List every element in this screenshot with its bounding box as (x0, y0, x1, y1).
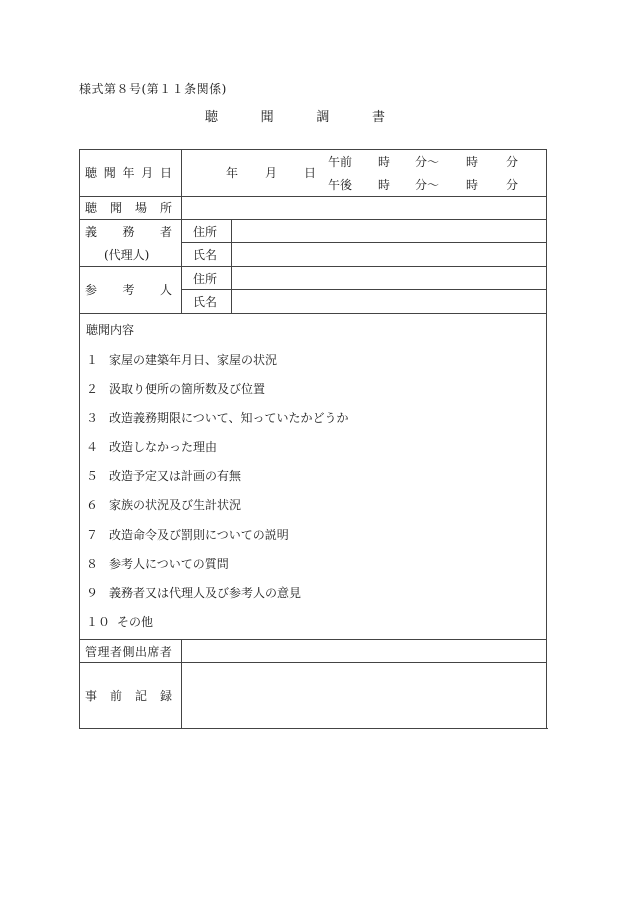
contents-item-num: ４ (86, 440, 99, 454)
contents-item-text: 家族の状況及び生計状況 (109, 498, 242, 512)
sublabel-column-divider (231, 219, 232, 313)
pm-hour-2: 時 (466, 178, 479, 192)
contents-item-num: １０ (86, 615, 111, 629)
contents-item-num: ２ (86, 382, 99, 396)
contents-item-text: 改造義務期限について、知っていたかどうか (109, 411, 349, 425)
pm-min-to: 分～ (415, 178, 440, 192)
label-char: 務 (122, 225, 135, 239)
am-hour-2: 時 (466, 155, 479, 169)
label-char: 日 (159, 166, 172, 180)
row-divider-date (79, 196, 547, 197)
row-divider-contents (79, 639, 547, 640)
label-char: 聞 (103, 166, 116, 180)
row-divider-obligor-inner (181, 242, 547, 243)
row-divider-obligor (79, 266, 547, 267)
document-title (205, 106, 385, 125)
contents-item-text: 改造命令及び罰則についての説明 (109, 528, 289, 542)
contents-item-num: １ (86, 353, 99, 367)
contents-label: 聴聞内容 (86, 323, 135, 337)
label-char: 録 (159, 689, 172, 703)
title-char-2: 聞 (260, 110, 274, 125)
contents-item-num: ７ (86, 528, 99, 542)
am-period: 午前 (328, 155, 353, 169)
table-top-border (79, 149, 547, 150)
label-char: 所 (159, 201, 172, 215)
contents-item-num: ５ (86, 469, 99, 483)
title-char-4: 書 (371, 110, 385, 125)
label-char: 月 (141, 166, 154, 180)
witness-label (85, 283, 172, 297)
label-char: 場 (134, 201, 147, 215)
label-char: 聴 (85, 166, 98, 180)
witness-name-label: 氏名 (193, 295, 218, 309)
contents-item-num: ９ (86, 586, 99, 600)
row-divider-place (79, 219, 547, 220)
label-char: 事 (85, 689, 98, 703)
pre-record-label (85, 689, 172, 703)
label-char: 記 (134, 689, 147, 703)
month-label: 月 (265, 166, 278, 180)
obligor-name-label: 氏名 (193, 248, 218, 262)
label-char: 人 (159, 283, 172, 297)
pm-period: 午後 (328, 178, 353, 192)
label-char: 者 (159, 225, 172, 239)
label-char: 側 (122, 645, 135, 659)
row-divider-witness (79, 313, 547, 314)
contents-item-num: ８ (86, 557, 99, 571)
label-column-divider-top (181, 149, 182, 313)
pm-min: 分 (506, 178, 519, 192)
pm-hour: 時 (378, 178, 391, 192)
label-char: 管 (85, 645, 98, 659)
obligor-label (85, 225, 172, 239)
obligor-address-label: 住所 (193, 225, 218, 239)
row-divider-witness-inner (181, 289, 547, 290)
am-min-to: 分～ (415, 155, 440, 169)
label-char: 考 (122, 283, 135, 297)
label-char: 出 (134, 645, 147, 659)
witness-address-label: 住所 (193, 272, 218, 286)
contents-item-text: 改造予定又は計画の有無 (109, 469, 242, 483)
contents-item-text: 改造しなかった理由 (109, 440, 218, 454)
label-char: 聴 (85, 201, 98, 215)
am-hour: 時 (378, 155, 391, 169)
contents-item-text: その他 (117, 615, 154, 629)
title-char-1: 聴 (205, 110, 219, 125)
contents-item-num: ６ (86, 498, 99, 512)
contents-item-text: 家屋の建築年月日、家屋の状況 (109, 353, 278, 367)
row-divider-manager (79, 662, 547, 663)
am-min: 分 (506, 155, 519, 169)
contents-item-text: 義務者又は代理人及び参考人の意見 (109, 586, 302, 600)
table-right-border (546, 149, 547, 729)
label-char: 義 (85, 225, 98, 239)
hearing-date-label (85, 166, 172, 180)
manager-attendee-label (85, 645, 172, 659)
label-char: 理 (97, 645, 110, 659)
contents-item-text: 汲取り便所の箇所数及び位置 (109, 382, 266, 396)
form-number: 様式第８号(第１１条関係) (79, 82, 227, 96)
label-char: 者 (109, 645, 122, 659)
label-char: 参 (85, 283, 98, 297)
label-char: 席 (147, 645, 160, 659)
label-char: 者 (159, 645, 172, 659)
label-char: 年 (122, 166, 135, 180)
hearing-place-label (85, 201, 172, 215)
title-char-3: 調 (316, 110, 330, 125)
contents-item-num: ３ (86, 411, 99, 425)
label-char: 前 (109, 689, 122, 703)
obligor-sublabel: (代理人) (104, 248, 150, 262)
table-left-border (79, 149, 80, 729)
year-label: 年 (226, 166, 239, 180)
contents-item-text: 参考人についての質問 (109, 557, 229, 571)
day-label: 日 (304, 166, 317, 180)
label-column-divider-bottom (181, 639, 182, 729)
label-char: 聞 (109, 201, 122, 215)
table-bottom-border (79, 728, 548, 729)
